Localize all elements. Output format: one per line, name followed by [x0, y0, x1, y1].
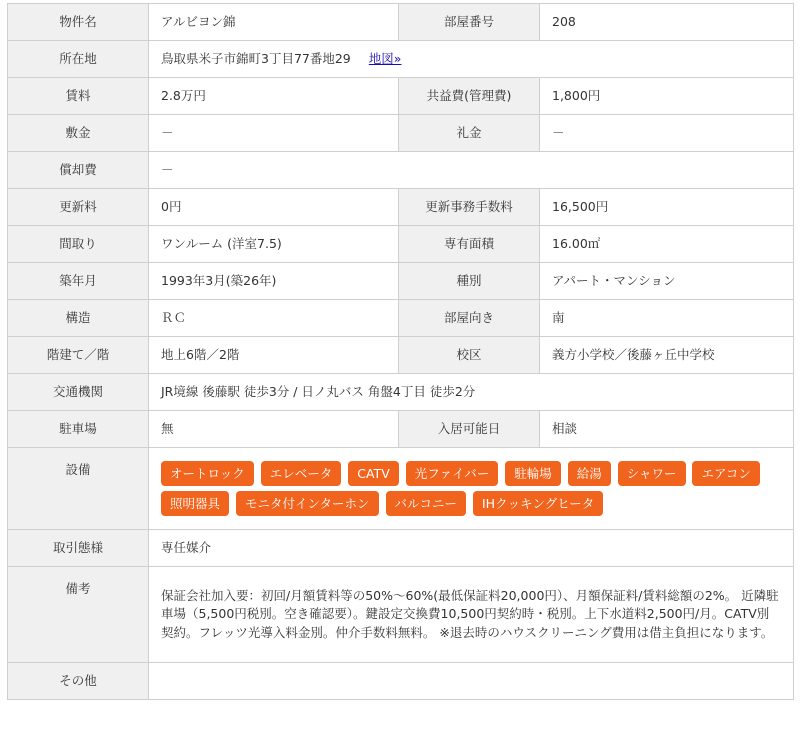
- value-renewal-admin-fee: 16,500円: [540, 189, 794, 226]
- equipment-tag: 駐輪場: [505, 461, 561, 486]
- value-transaction: 専任媒介: [149, 530, 794, 567]
- value-structure: ＲＣ: [149, 300, 399, 337]
- map-link[interactable]: 地図»: [368, 50, 402, 66]
- label-area: 専有面積: [399, 226, 540, 263]
- row-layout: [8, 226, 794, 263]
- label-parking: 駐車場: [8, 411, 149, 448]
- label-layout: 間取り: [8, 226, 149, 263]
- value-built: 1993年3月(築26年): [149, 263, 399, 300]
- label-transaction: 取引態様: [8, 530, 149, 567]
- row-equipment: [8, 448, 794, 530]
- row-other: [8, 663, 794, 700]
- equipment-tag: 給湯: [568, 461, 611, 486]
- value-key-money: －: [540, 115, 794, 152]
- equipment-tag: CATV: [348, 461, 399, 486]
- row-renewal: [8, 189, 794, 226]
- label-structure: 構造: [8, 300, 149, 337]
- equipment-tag: エアコン: [692, 461, 759, 486]
- equipment-tag: 光ファイバー: [406, 461, 499, 486]
- value-move-in: 相談: [540, 411, 794, 448]
- label-type: 種別: [399, 263, 540, 300]
- value-floors: 地上6階／2階: [149, 337, 399, 374]
- label-transport: 交通機関: [8, 374, 149, 411]
- row-transaction: [8, 530, 794, 567]
- equipment-tags: [149, 448, 794, 530]
- row-remarks: [8, 567, 794, 663]
- label-key-money: 礼金: [399, 115, 540, 152]
- equipment-tag: 照明器具: [161, 491, 229, 516]
- row-name: [8, 4, 794, 41]
- row-floors: [8, 337, 794, 374]
- label-school: 校区: [399, 337, 540, 374]
- label-amortization: 償却費: [8, 152, 149, 189]
- row-parking: [8, 411, 794, 448]
- label-equipment: 設備: [8, 448, 149, 530]
- value-parking: 無: [149, 411, 399, 448]
- property-table: [7, 3, 794, 700]
- value-remarks: 保証会社加入要：初回/月額賃料等の50%～60%(最低保証料20,000円）、月額保証料/賃料総額の2%。 近隣駐車場（5,500円税別。空き確認要）。鍵設定交換費10,500円契約時・税別。上下水道料2,500円/月。CATV別契約。フレッツ光導入料金別。仲介手数料無料。 ※退去時のハウスクリーニング費用は借主負担になります。: [149, 567, 794, 663]
- value-amortization: －: [149, 152, 794, 189]
- value-deposit: －: [149, 115, 399, 152]
- value-room-number: 208: [540, 4, 794, 41]
- label-renewal-admin-fee: 更新事務手数料: [399, 189, 540, 226]
- label-common-fee: 共益費(管理費): [399, 78, 540, 115]
- value-type: アパート・マンション: [540, 263, 794, 300]
- label-property-name: 物件名: [8, 4, 149, 41]
- row-built: [8, 263, 794, 300]
- row-amortization: [8, 152, 794, 189]
- row-address: [8, 41, 794, 78]
- label-other: その他: [8, 663, 149, 700]
- equipment-tag: シャワー: [618, 461, 686, 486]
- value-common-fee: 1,800円: [540, 78, 794, 115]
- label-renewal-fee: 更新料: [8, 189, 149, 226]
- value-rent: 2.8万円: [149, 78, 399, 115]
- property-details: [7, 3, 793, 700]
- label-room-number: 部屋番号: [399, 4, 540, 41]
- label-remarks: 備考: [8, 567, 149, 663]
- equipment-tag: バルコニー: [386, 491, 467, 516]
- equipment-tag: モニタ付インターホン: [236, 491, 379, 516]
- row-deposit: [8, 115, 794, 152]
- value-transport: JR境線 後藤駅 徒歩3分 / 日ノ丸バス 角盤4丁目 徒歩2分: [149, 374, 794, 411]
- value-school: 義方小学校／後藤ヶ丘中学校: [540, 337, 794, 374]
- label-floors: 階建て／階: [8, 337, 149, 374]
- row-rent: [8, 78, 794, 115]
- row-structure: [8, 300, 794, 337]
- value-renewal-fee: 0円: [149, 189, 399, 226]
- label-deposit: 敷金: [8, 115, 149, 152]
- equipment-tag: オートロック: [161, 461, 254, 486]
- label-address: 所在地: [8, 41, 149, 78]
- value-property-name: アルビヨン錦: [149, 4, 399, 41]
- address-cell: [149, 41, 794, 78]
- label-move-in: 入居可能日: [399, 411, 540, 448]
- value-layout: ワンルーム (洋室7.5): [149, 226, 399, 263]
- equipment-tag: IHクッキングヒータ: [473, 491, 603, 516]
- value-area: 16.00㎡: [540, 226, 794, 263]
- label-direction: 部屋向き: [399, 300, 540, 337]
- value-address: 鳥取県米子市錦町3丁目77番地29: [161, 50, 351, 66]
- label-rent: 賃料: [8, 78, 149, 115]
- row-transport: [8, 374, 794, 411]
- value-other: [149, 663, 794, 700]
- equipment-tag: エレベータ: [261, 461, 342, 486]
- value-direction: 南: [540, 300, 794, 337]
- label-built: 築年月: [8, 263, 149, 300]
